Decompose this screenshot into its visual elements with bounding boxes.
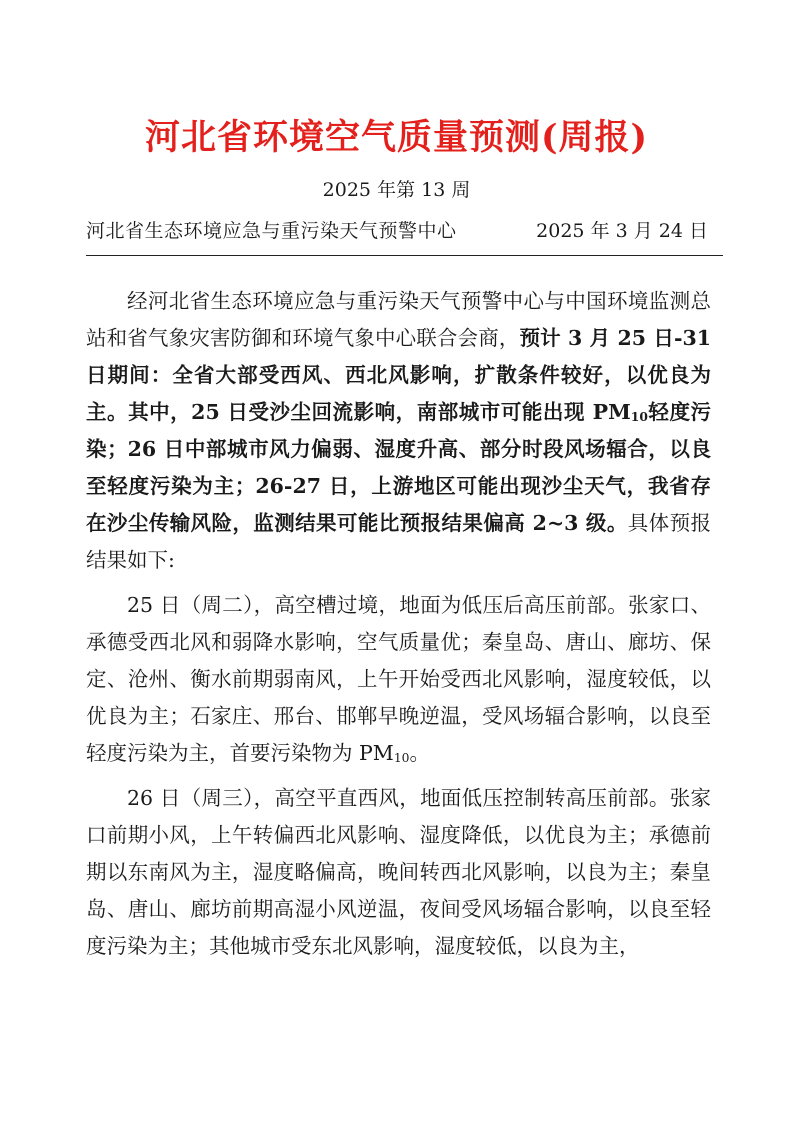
issuing-organization: 河北省生态环境应急与重污染天气预警中心 [86, 220, 457, 242]
summary-intro: 经河北省生态环境应急与重污染天气预警中心与中国环境监测总站和省气象灾害防御和环境气象中心联合会商， [86, 289, 711, 350]
pm10-subscript: 10 [630, 408, 648, 424]
paragraph-summary [86, 283, 711, 579]
summary-forecast-part-a: 预计 3 月 25 日-31 日期间：全省大部受西风、西北风影响，扩散条件较好，以优良为主。其中，25 日受沙尘回流影响，南部城市可能出现 PM [86, 326, 711, 424]
day-25-text: 25 日（周二），高空槽过境，地面为低压后高压前部。张家口、承德受西北风和弱降水影响，空气质量优；秦皇岛、唐山、廊坊、保定、沧州、衡水前期弱南风，上午开始受西北风影响，湿度较低，以优良为主；石家庄、邢台、邯郸早晚逆温，受风场辐合影响，以良至轻度污染为主，首要污染物为 PM [86, 593, 711, 765]
issue-number: 2025 年第 13 周 [322, 179, 471, 201]
header-divider [86, 255, 723, 256]
paragraph-day-26 [86, 780, 711, 965]
summary-forecast-part-b: 轻度污染；26 日中部城市风力偏弱、湿度升高、部分时段风场辐合，以良至轻度污染为主；26-27 日，上游地区可能出现沙尘天气，我省存在沙尘传输风险，监测结果可能比预报结果偏高 2~3 级。 [86, 400, 711, 535]
paragraph-day-25 [86, 587, 711, 772]
meta-row [86, 216, 708, 244]
day-25-end: 。 [409, 741, 430, 765]
summary-tail: 具体预报结果如下: [86, 511, 711, 572]
issue-date: 2025 年 3 月 24 日 [536, 220, 708, 242]
summary-forecast [86, 326, 711, 535]
day-26-text: 26 日（周三），高空平直西风，地面低压控制转高压前部。张家口前期小风，上午转偏西北风影响、湿度降低，以优良为主；承德前期以东南风为主，湿度略偏高，晚间转西北风影响，以良为主；秦皇岛、唐山、廊坊前期高湿小风逆温，夜间受风场辐合影响，以良至轻度污染为主；其他城市受东北风影响，湿度较低，以良为主， [86, 786, 711, 958]
report-title: 河北省环境空气质量预测(周报) [144, 117, 649, 158]
report-body [86, 283, 711, 973]
pm10-subscript: 10 [393, 750, 410, 765]
